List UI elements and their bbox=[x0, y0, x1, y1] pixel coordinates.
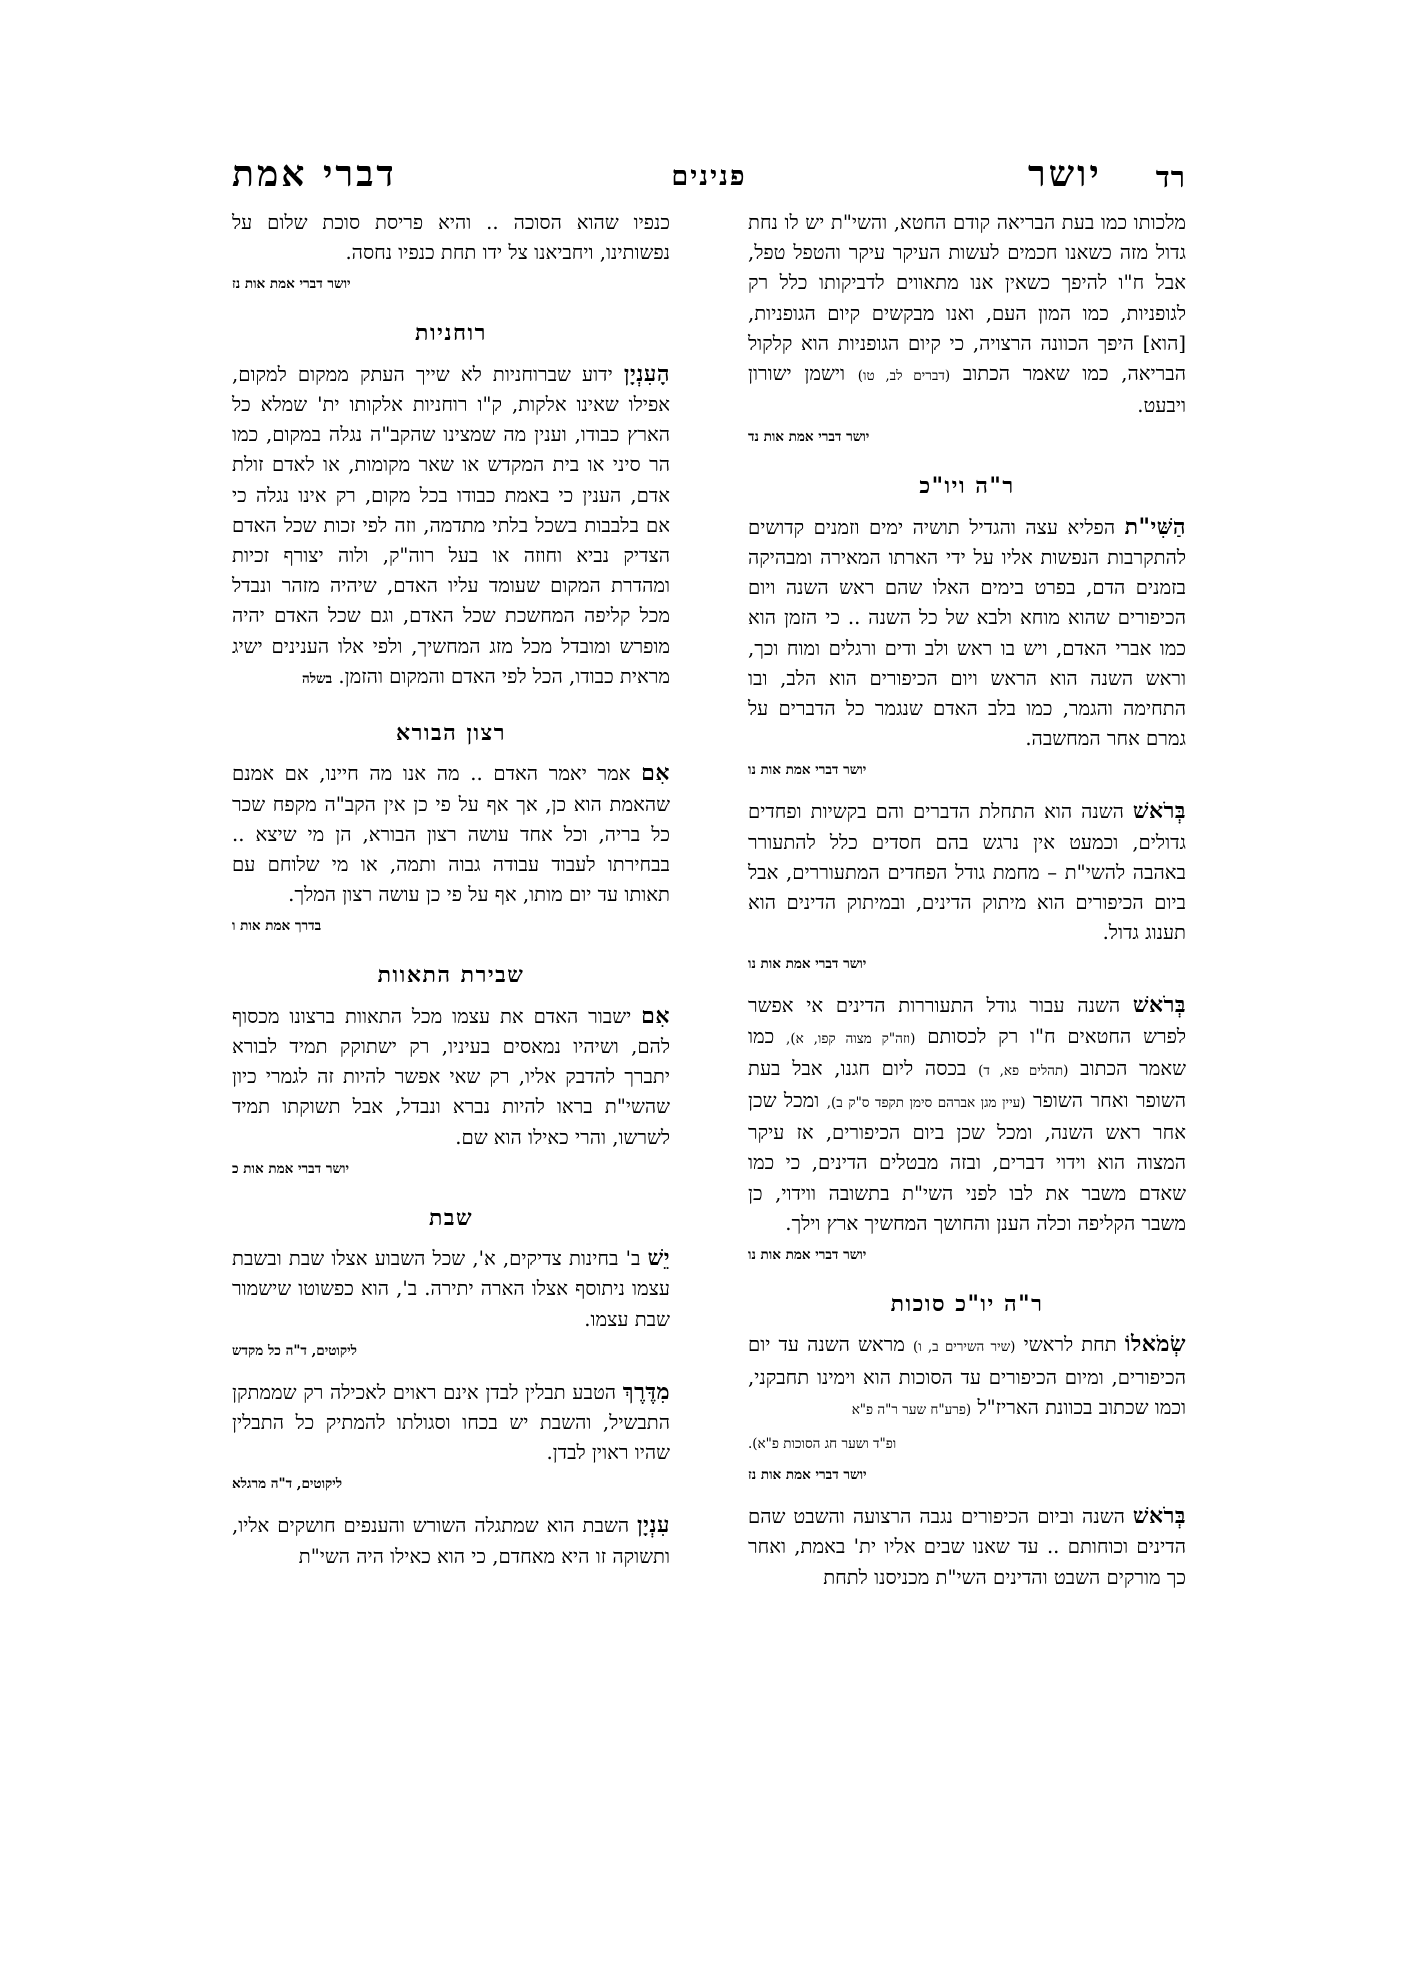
source-reference: יושר דברי אמת אות נו bbox=[748, 762, 867, 779]
source-reference: ליקוטים, ד"ה כל מקדש bbox=[232, 1342, 357, 1359]
inline-citation: (וזה"ק מצוה קפו, א), bbox=[786, 1030, 916, 1047]
source-reference: בדרך אמת אות ו bbox=[232, 918, 322, 935]
paragraph-text: השנה הוא התחלת הדברים והם בקשיות ופחדים גדולים, וכמעט אין נרגש בהם חסדים כלל להתעורר באהבה להשי"ת – מחמת גודל הפחדים המתעוררים, אבל ביום הכיפורים הוא מיתוק הדינים, ובמיתוק הדינים הוא תענוג גדול. bbox=[748, 800, 1186, 945]
source-reference: יושר דברי אמת אות נז bbox=[232, 276, 351, 293]
paragraph bbox=[232, 1377, 670, 1469]
section-heading-ruchniyut: רוחניות bbox=[415, 320, 487, 347]
paragraph bbox=[748, 1501, 1186, 1593]
section-heading-rh-vyok: ר"ה ויו"כ bbox=[919, 473, 1015, 500]
paragraph bbox=[232, 208, 670, 268]
paragraph bbox=[232, 1243, 670, 1335]
paragraph-text-cont: כמו שאמר הכתוב bbox=[748, 1024, 1186, 1080]
running-head-book-title-left: דברי אמת bbox=[232, 153, 397, 195]
section-heading-retzon-haborei: רצון הבורא bbox=[395, 720, 507, 747]
inline-citation: (שיר השירים ב, ו) bbox=[912, 1339, 1016, 1356]
paragraph bbox=[748, 208, 1186, 421]
paragraph-text: ב' בחינות צדיקים, א', שכל השבוע אצלו שבת ובשבת עצמו ניתוסף אצלו הארה יתירה. ב', הוא כפשוטו שישמור שבת עצמו. bbox=[232, 1247, 670, 1331]
paragraph-text: הפליא עצה והגדיל תושיה ימים וזמנים קדושים להתקרבות הנפשות אליו על ידי הארתו המאירה ומבהיקה בזמנים הדם, בפרט בימים האלו שהם ראש השנה ויום הכיפורים שהוא מוחא ולבא של כל השנה .. כי הזמן הוא כמו אברי האדם, ויש בו ראש ולב ודים ורגלים ומוח וכך, וראש השנה הוא הראש ויום הכיפורים הוא הלב, ובו התחימה והגמר, כמו בלב האדם שנגמר כל הדברים על גמרם אחר המחשבה. bbox=[748, 515, 1186, 751]
paragraph-text: השנה וביום הכיפורים נגבה הרצועה והשבט שהם הדינים וכוחותם .. עד שאנו שבים אליו ית' באמת, ואחר כך מורקים השבט והדינים השי"ת מכניסנו לתחת bbox=[748, 1505, 1186, 1589]
inline-citation-2: (פרע"ח שער ר"ה פ"א bbox=[851, 1401, 972, 1418]
source-reference: יושר דברי אמת אות נו bbox=[748, 956, 867, 973]
paragraph-lead-word: אִם bbox=[641, 1002, 670, 1029]
paragraph-text-cont-2: בכסה ליום חגנו, אבל בעת השופר ואחר השופר bbox=[748, 1056, 1186, 1113]
inline-citation-3: (עיין מגן אברהם סימן תקפד ס"ק ב), bbox=[826, 1095, 1026, 1112]
source-reference: ליקוטים, ד"ה מרגלא bbox=[232, 1476, 343, 1493]
section-heading-shabbat: שבת bbox=[428, 1204, 474, 1231]
paragraph bbox=[748, 990, 1186, 1239]
inline-source-tail: בשלה bbox=[301, 670, 333, 687]
paragraph bbox=[232, 359, 670, 694]
inline-citation: (דברים לב, טו) bbox=[857, 368, 951, 385]
paragraph bbox=[748, 796, 1186, 948]
paragraph-text: כנפיו שהוא הסוכה .. והיא פריסת סוכת שלום על נפשותינו, ויחביאנו צל ידו תחת כנפיו נחסה. bbox=[232, 211, 670, 265]
paragraph bbox=[748, 512, 1186, 755]
section-heading-shevirat-hataavot: שבירת התאוות bbox=[377, 962, 525, 989]
paragraph-citation-tail bbox=[748, 1427, 1186, 1459]
source-reference: יושר דברי אמת אות נז bbox=[748, 1467, 867, 1484]
source-reference: יושר דברי אמת אות נו bbox=[748, 1247, 867, 1264]
inline-citation-3: ופ"ד ושער חג הסוכות פ"א). bbox=[748, 1436, 897, 1453]
source-reference: יושר דברי אמת אות כ bbox=[232, 1160, 350, 1177]
paragraph-lead-word: הָעִנְיָן bbox=[623, 360, 671, 387]
body-columns bbox=[232, 208, 1186, 1899]
paragraph-lead-word: אִם bbox=[641, 760, 670, 787]
paragraph bbox=[232, 1001, 670, 1153]
paragraph-text: השנה עבור גודל התעוררות הדינים אי אפשר לפרש החטאים ח"ו רק לכסותם bbox=[748, 994, 1187, 1048]
paragraph-text-cont-3: ומכל שכן אחר ראש השנה, ומכל שכן ביום הכיפורים, אז עיקר המצוה הוא וידוי דברים, ובזה מבטלים הדינים, כי כמו שאדם משבר את לבו לפני השי"ת בתשובה ווידוי, כן משבר הקליפה וכלה הענן והחושך המחשיך ארץ וילך. bbox=[748, 1089, 1186, 1235]
paragraph bbox=[748, 1329, 1186, 1425]
paragraph-text: ידוע שברוחניות לא שייך העתק ממקום למקום, אפילו שאינו אלקות, ק"ו רוחניות אלקותו ית' שמלא כל הארץ כבודו, וענין מה שמצינו שהקב"ה נגלה במקום, כמו הר סיני או בית המקדש או שאר מקומות, או לאדם זולת אדם, הענין כי באמת כבודו בכל מקום, רק אינו נגלה כי אם בלבבות בשכל בלתי מתדמה, וזה לפי זכות שכל האדם הצדיק נביא וחוזה או בעל רוה"ק, ולוה יצורף זכיות ומהדרת המקום שעומד עליו האדם, שיהיה מזהר ונבדל מכל קליפה המחשכת שכל האדם, וגם שכל האדם יהיה מופרש ומובדל מכל מזג המחשיך, ולפי אלו הענינים ישיג מראית כבודו, הכל לפי האדם והמקום והזמן. bbox=[232, 362, 670, 688]
paragraph-lead-word: שְׂמֹאלוֹ bbox=[1124, 1331, 1186, 1358]
column-right bbox=[748, 208, 1186, 1899]
paragraph-text: מלכותו כמו בעת הבריאה קודם החטא, והשי"ת יש לו נחת גדול מזה כשאנו חכמים לעשות העיקר עיקר והטפל טפל, אבל ח"ו להיפך כשאין אנו מתאווים לדביקותו כלל רק לגופניות, כמו המון העם, ואנו מבקשים קיום הגופניות, [הוא] היפך הכוונה הרצויה, כי קיום הגופניות הוא קלקול הבריאה, כמו שאמר הכתוב bbox=[748, 211, 1187, 386]
running-head-book-title-right: יושר bbox=[1027, 153, 1102, 195]
source-reference: יושר דברי אמת אות נד bbox=[748, 429, 870, 446]
paragraph-lead-word: יֵשׁ bbox=[647, 1245, 670, 1272]
running-head-center-title: פנינים bbox=[671, 161, 747, 192]
paragraph-text: ישבור האדם את עצמו מכל התאוות ברצונו מכסוף להם, ושיהיו נמאסים בעיניו, רק ישתוקק תמיד לבורא יתברך להדבק אליו, רק שאי אפשר להיות זה לגמרי כיון שהשי"ת בראו להיות נברא ונבדל, אבל תשוקתו תמיד לשרשו, והרי כאילו הוא שם. bbox=[232, 1004, 670, 1149]
paragraph bbox=[232, 1510, 670, 1571]
paragraph-lead-word: הַשִּׁי"ת bbox=[1124, 513, 1186, 540]
paragraph-text: השבת הוא שמתגלה השורש והענפים חושקים אליו, ותשוקה זו היא מאחדם, כי הוא כאילו היה השי"ת bbox=[232, 1514, 670, 1568]
paragraph-lead-word: בְּרֹאשׁ bbox=[1132, 992, 1186, 1019]
paragraph-text-cont: מראש השנה עד יום הכיפורים, ומיום הכיפורים עד הסוכות הוא וימינו תחבקני, וכמו שכתוב בכוונת האריז"ל bbox=[748, 1333, 1186, 1419]
folio-number: רד bbox=[1155, 160, 1186, 194]
paragraph-lead-word: מִדֶּרֶךְ bbox=[622, 1378, 671, 1405]
column-left bbox=[232, 208, 670, 1899]
paragraph bbox=[232, 758, 670, 910]
paragraph-text-cont: וישמן ישורון ויבעט. bbox=[748, 362, 1186, 418]
paragraph-lead-word: עִנְיָן bbox=[637, 1512, 670, 1539]
inline-citation-2: (תהלים פא, ד) bbox=[978, 1062, 1069, 1079]
paragraph-text: תחת לראשי bbox=[1023, 1333, 1117, 1357]
running-head bbox=[232, 128, 1186, 195]
paragraph-text: הטבע תבלין לבדן אינם ראוים לאכילה רק שממתקן התבשיל, והשבת יש בכחו וסגולתו להמתיק כל התבלין שהיו ראוין לבדן. bbox=[232, 1380, 670, 1465]
section-heading-rh-yok-sukkot: ר"ה יו"כ סוכות bbox=[890, 1291, 1044, 1318]
paragraph-lead-word: בְּרֹאשׁ bbox=[1132, 798, 1187, 825]
paragraph-text: אמר יאמר האדם .. מה אנו מה חיינו, אם אמנם שהאמת הוא כן, אך אף על פי כן אין הקב"ה מקפח שכר כל בריה, וכל אחד עושה רצון הבורא, הן מי שיצא .. בבחירתו לעבוד עבודה גבוה ותמה, או מי שלוחם עם תאותו עד יום מותו, אף על פי כן עושה רצון המלך. bbox=[232, 762, 670, 907]
paragraph-lead-word: בְּרֹאשׁ bbox=[1132, 1503, 1186, 1530]
